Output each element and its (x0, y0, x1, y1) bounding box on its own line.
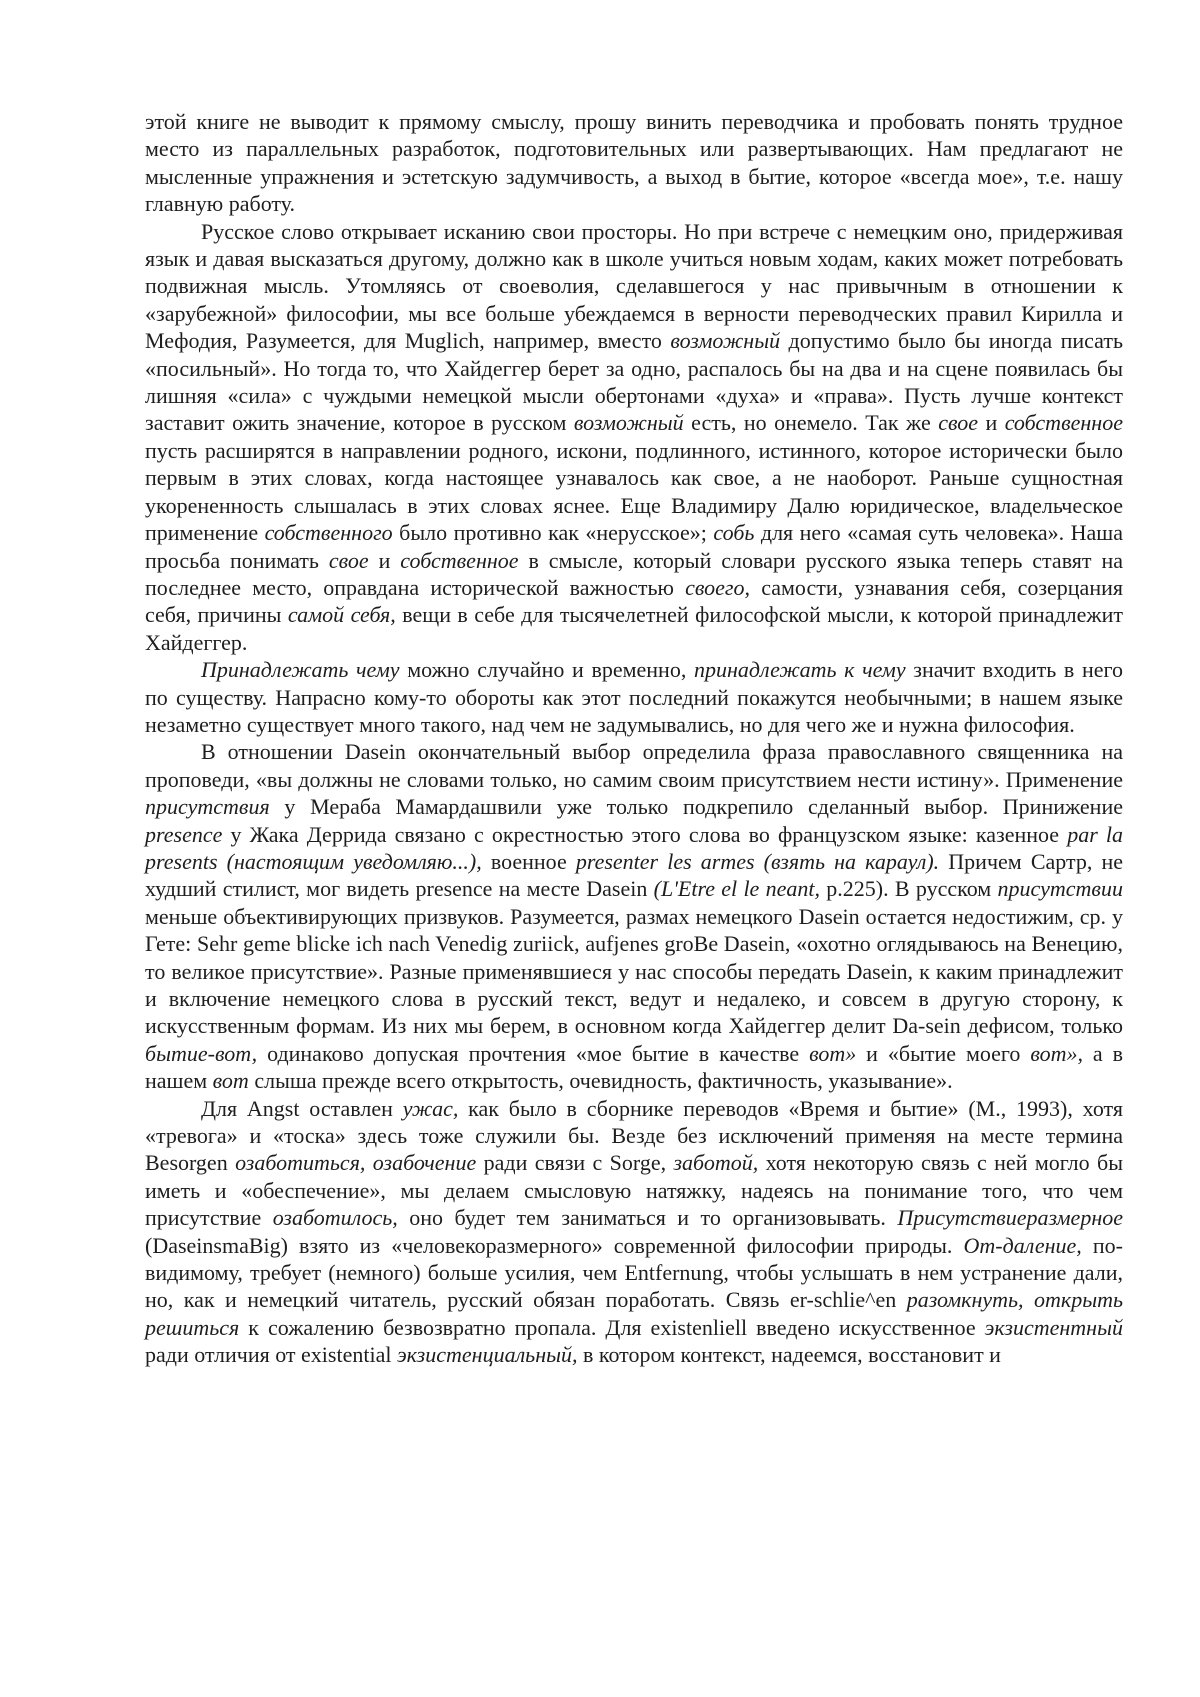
italic-term: presenter les armes (взять на караул). (575, 848, 940, 874)
italic-term: своего, (685, 574, 750, 600)
italic-term: возможный (670, 328, 781, 354)
text-run: ради связи с Sorge, (476, 1150, 674, 1176)
italic-term: бытие-вот, (145, 1040, 258, 1066)
text-run: и (368, 547, 401, 573)
text-run: как было в сборнике переводов «Время и бытие» (М., 1993), хотя «тревога» и «тоска» здесь тоже служили бы. Везде без исключений применяя на месте термина Besorgen (145, 1095, 1123, 1176)
italic-term: вот (212, 1068, 249, 1094)
italic-term: экзистенциальный, (396, 1342, 578, 1368)
text-run: военное (481, 848, 576, 874)
italic-term: собственное (1004, 410, 1123, 436)
text-run: в котором контекст, надеемся, восстановит и (577, 1342, 1001, 1368)
italic-term: озаботиться, озабочение (235, 1150, 477, 1176)
text-run: оно будет тем заниматься и то организовывать. (397, 1205, 898, 1231)
italic-term: присутствии (997, 876, 1123, 902)
italic-term: заботой, (673, 1150, 759, 1176)
italic-term: Принадлежать чему (201, 657, 400, 683)
italic-term: presence (145, 821, 223, 847)
text-run: есть, но онемело. Так же (683, 410, 939, 436)
italic-term: экзистентный (984, 1314, 1123, 1340)
text-run: по-видимому, требует (немного) больше усилия, чем Entfernung, чтобы услышать в нем устранение дали, но, как и немецкий читатель, русский обязан поработать. Связь er-schlie^en (145, 1232, 1123, 1313)
italic-term: par la presents (настоящим уведомляю...), (145, 821, 1123, 874)
italic-term: самой себя, (287, 602, 396, 628)
italic-term: свое (938, 410, 978, 436)
italic-term: озаботилось, (272, 1205, 398, 1231)
text-run: (DaseinsmaBig) взято из «человекоразмерного» современной философии природы. (145, 1232, 964, 1258)
text-run: ради отличия от existential (145, 1342, 397, 1368)
text-run: вещи в себе для тысячелетней философской мысли, к которой принадлежит Хайдеггер. (145, 602, 1123, 655)
text-run: можно случайно и временно, (399, 657, 694, 683)
text-run: Для Angst оставлен (201, 1095, 403, 1121)
italic-term: (L'Etre el le neant, (653, 876, 820, 902)
text-run: к сожалению безвозвратно пропала. Для existenliell введено искусственное (239, 1314, 985, 1340)
text-run: а в нашем (145, 1040, 1123, 1094)
document-page (145, 108, 1123, 1369)
text-run: пусть расширятся в направлении родного, искони, подлинного, истинного, которое исторически было первым в этих словах, когда настоящее узнавалось как свое, а не наоборот. Раньше сущностная укорененность слышалась в этих словах яснее. Еще Владимиру Далю юридическое, владельческое применение (145, 437, 1123, 546)
paragraph-1 (145, 218, 1123, 657)
text-run: в смысле, который словари русского языка теперь ставят на последнее место, оправдана исторической важностью (145, 547, 1123, 600)
text-run: и (978, 410, 1005, 436)
text-run: В отношении Dasein окончательный выбор определила фраза православного священника на проповеди, «вы должны не словами только, но самим своим присутствием нести истину». Применение (145, 739, 1123, 792)
italic-term: собь (713, 520, 755, 546)
paragraph-4 (145, 1095, 1123, 1369)
text-run: было противно как «нерусское»; (392, 520, 714, 546)
text-run: Русское слово открывает исканию свои просторы. Но при встрече с немецким оно, придерживая язык и давая высказаться другому, должно как в школе учиться новым ходам, каких может потребовать подвижная мысль. Утомляясь от своеволия, сделавшегося у нас привычным в отношении к «зарубежной» философии, мы все больше убеждаемся в верности переводческих правил Кирилла и Мефодия, Разумеется, для Muglich, например, вместо (145, 218, 1123, 354)
text-run: одинаково допуская прочтения «мое бытие в качестве (257, 1040, 810, 1066)
text-run: слыша прежде всего открытость, очевидность, фактичность, указывание». (248, 1068, 953, 1094)
paragraph-3 (145, 738, 1123, 1094)
italic-term: вот» (809, 1040, 857, 1066)
italic-term: собственное (400, 547, 519, 573)
text-run: хотя некоторую связь с ней могло бы иметь и «обеспечение», мы делаем смысловую натяжку, надеясь на понимание того, что чем присутствие (145, 1150, 1123, 1231)
italic-term: разомкнуть, открыть решиться (145, 1287, 1123, 1340)
italic-term: Присутствиеразмерное (897, 1205, 1123, 1231)
italic-term: От-даление, (963, 1232, 1082, 1258)
paragraph-0 (145, 108, 1123, 218)
paragraph-2 (145, 656, 1123, 738)
text-run: и «бытие моего (856, 1040, 1031, 1066)
text-run: для него «самая суть человека». Наша просьба понимать (145, 520, 1123, 573)
italic-term: свое (328, 547, 369, 573)
italic-term: принадлежать к чему (694, 657, 906, 683)
italic-term: вот», (1030, 1040, 1083, 1066)
text-run: у Мераба Мамардашвили уже только подкрепило сделанный выбор. Принижение (269, 794, 1123, 820)
italic-term: присутствия (145, 794, 270, 820)
italic-term: возможный (573, 410, 684, 436)
text-run: значит входить в него по существу. Напрасно кому-то обороты как этот последний покажутся необычными; в нашем языке незаметно существует много такого, над чем не задумывались, но для чего же и нужна философия. (145, 657, 1123, 737)
italic-term: ужас, (402, 1095, 459, 1121)
text-run: Причем Сартр, не худший стилист, мог видеть presence на месте Dasein (145, 848, 1124, 902)
text-run: самости, узнавания себя, созерцания себя, причины (145, 574, 1123, 628)
text-run: допустимо было бы иногда писать «посильный». Но тогда то, что Хайдеггер берет за одно, распалось бы на два и на сцене появилась бы лишняя «сила» с чуждыми немецкой мысли обертонами «духа» и «права». Пусть лучше контекст заставит ожить значение, которое в русском (145, 328, 1124, 436)
text-run: этой книге не выводит к прямому смыслу, прошу винить переводчика и пробовать понять трудное место из параллельных разработок, подготовительных или развертывающих. Нам предлагают не мысленные упражнения и эстетскую задумчивость, а выход в бытие, которое «всегда мое», т.е. нашу главную работу. (145, 109, 1123, 217)
text-run: меньше объективирующих призвуков. Разумеется, размах немецкого Dasein остается недостижим, ср. у Гете: Sehr geme blicke ich nach Venedig zuriick, aufjenes groBe Dasein, «охотно оглядываюсь на Венецию, то великое присутствие». Разные применявшиеся у нас способы передать Dasein, к каким принадлежит и включение немецкого слова в русский текст, ведут и недалеко, и совсем в другую сторону, к искусственным формам. Из них мы берем, в основном когда Хайдеггер делит Da-sein дефисом, только (145, 903, 1123, 1039)
text-run: у Жака Деррида связано с окрестностью этого слова во французском языке: казенное (222, 821, 1068, 847)
text-run: p.225). В русском (820, 876, 998, 902)
italic-term: собственного (264, 520, 393, 546)
